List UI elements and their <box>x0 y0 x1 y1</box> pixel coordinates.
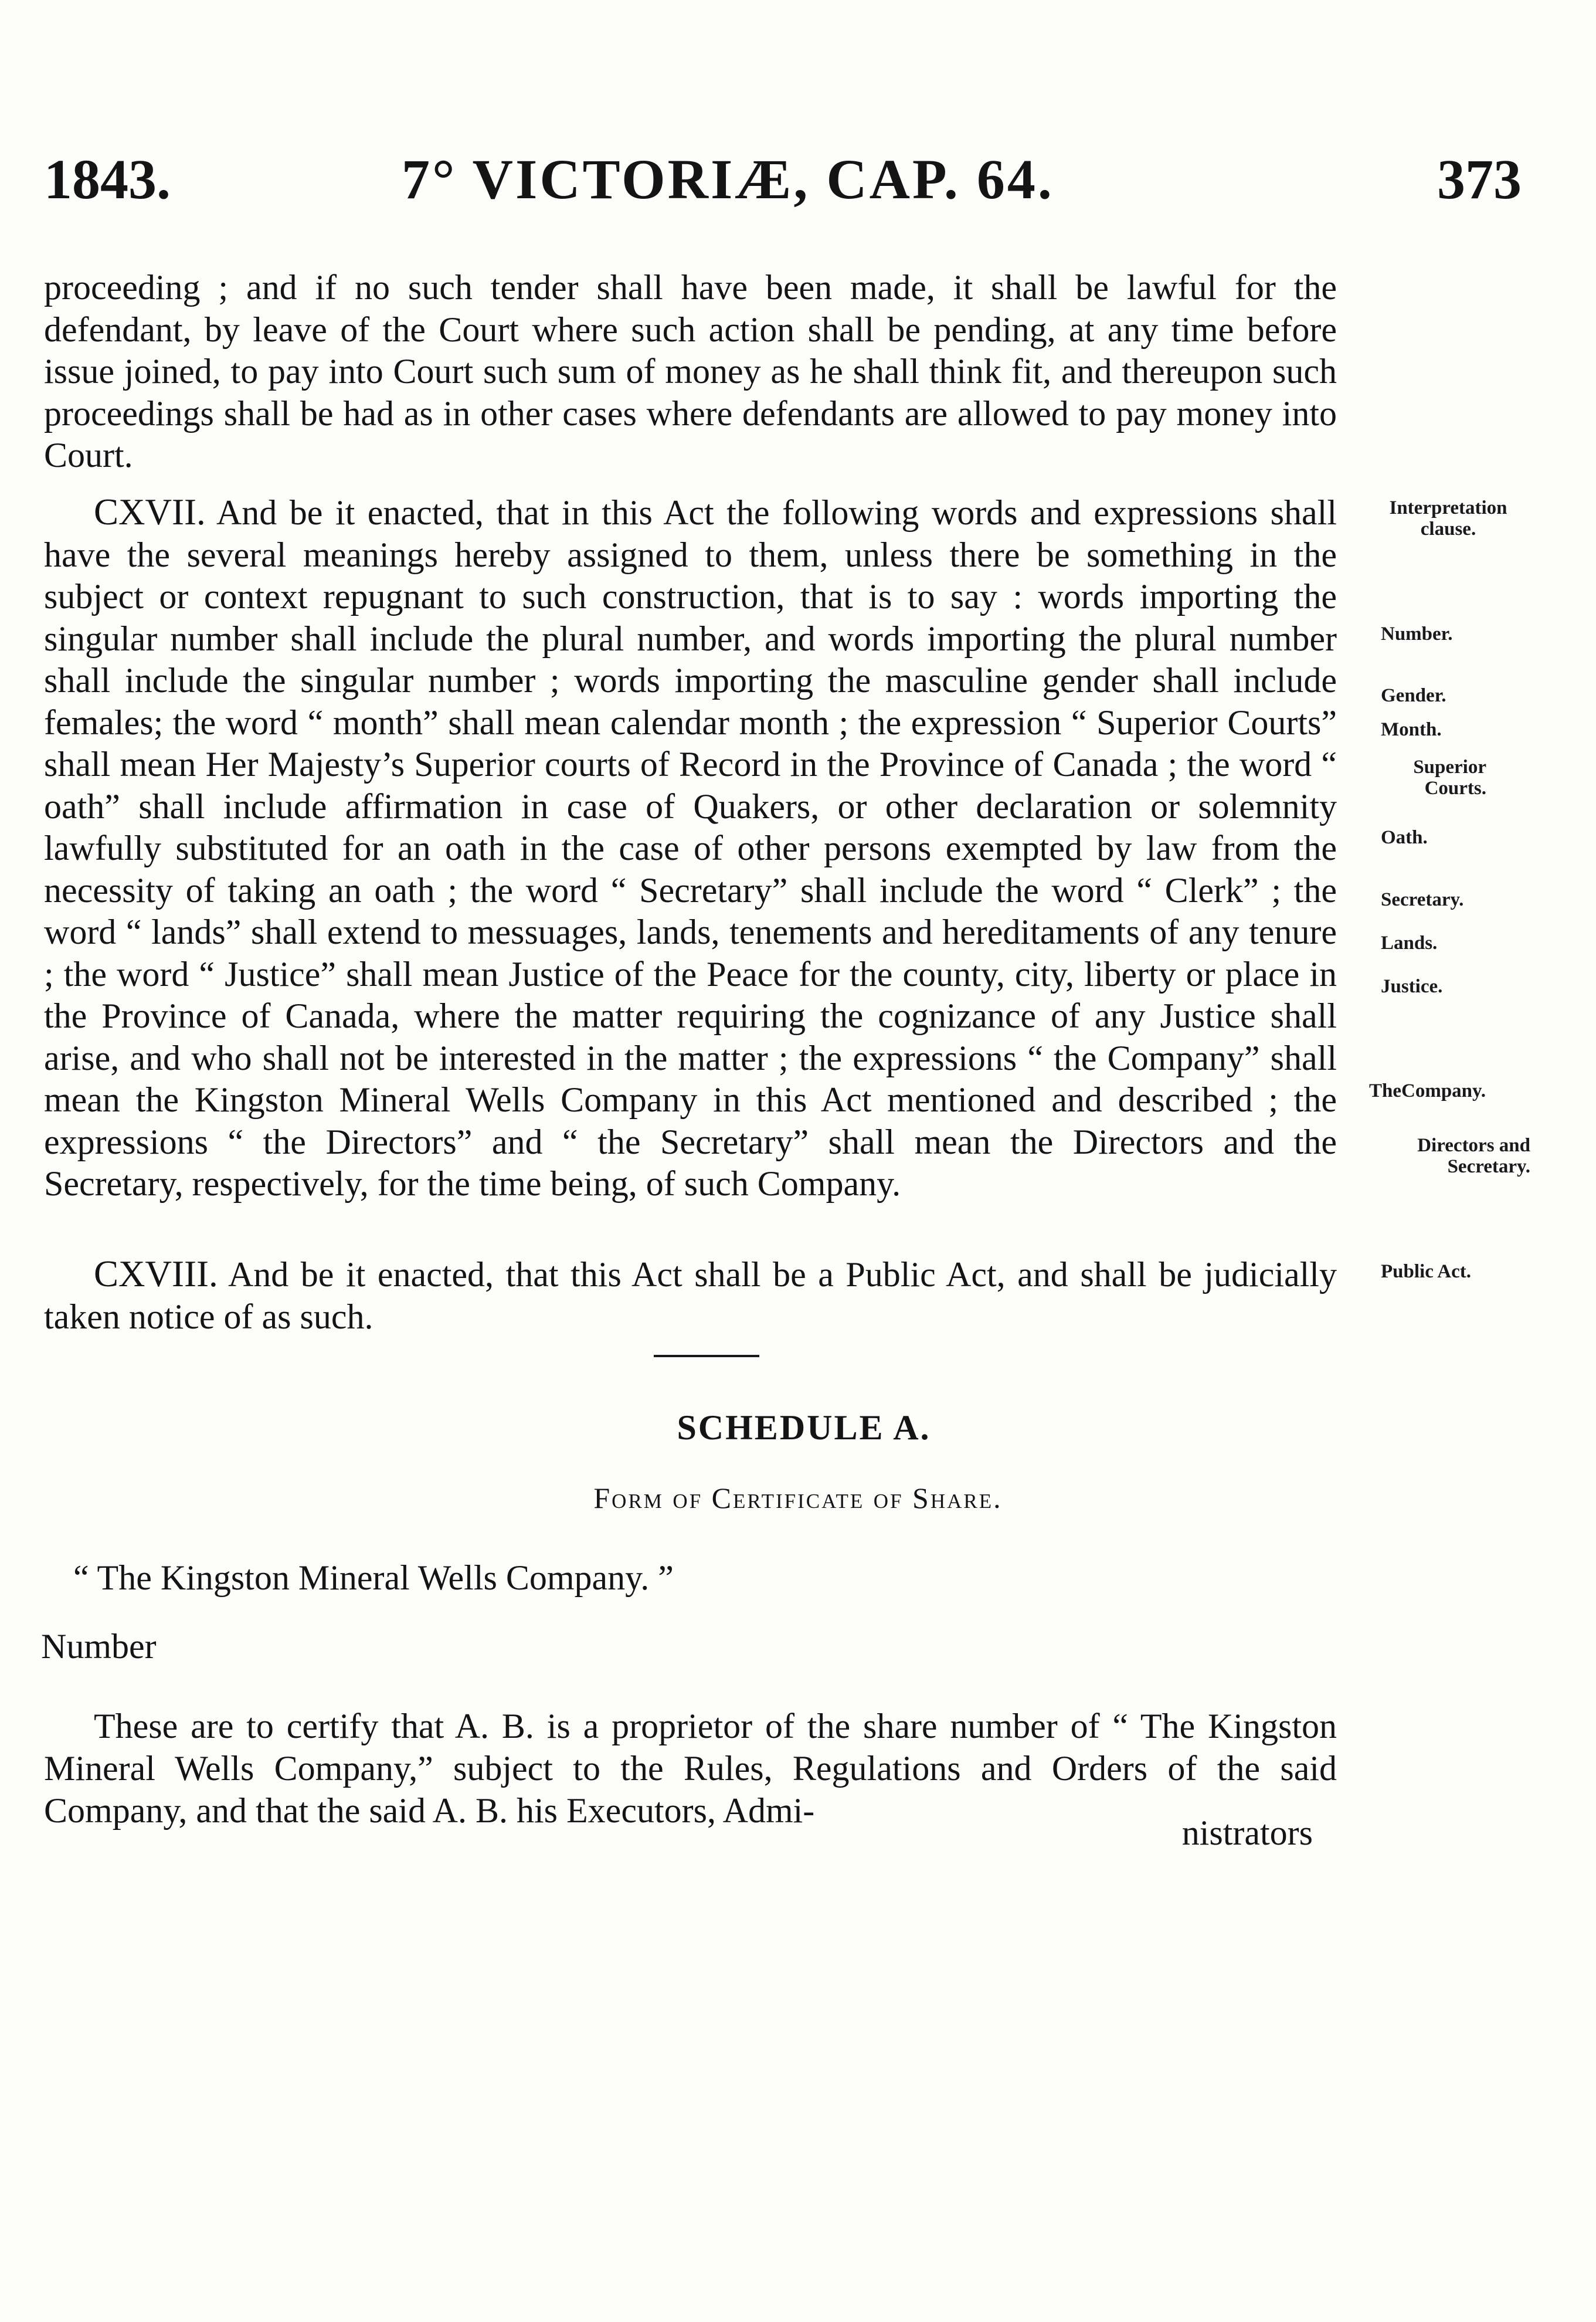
continuation-text: proceeding ; and if no such tender shall have been made, it shall be lawful for the defendant, by leave of the Court where such action shall be pending, at any time before issue joined, to pay into Court such sum of money as he shall think fit, and thereupon such proceedings shall be had as in other cases where defendants are allowed to pay money into Court. <box>44 268 1337 474</box>
company-name-line: “ The Kingston Mineral Wells Company. ” <box>73 1558 674 1597</box>
number-label: Number <box>41 1627 157 1666</box>
section-118-number: CXVIII. <box>94 1253 218 1294</box>
section-118-text: And be it enacted, that this Act shall be a Public Act, and shall be judicially taken notice of as such. <box>44 1255 1337 1336</box>
margin-note-number: Number. <box>1381 623 1453 645</box>
margin-note-oath: Oath. <box>1381 827 1428 848</box>
section-118 <box>44 1253 1337 1338</box>
form-title: Form of Certificate of Share. <box>593 1482 1003 1514</box>
margin-note-interpretation: Interpretation clause. <box>1389 497 1507 540</box>
margin-note-gender: Gender. <box>1381 685 1446 706</box>
continuation-paragraph <box>44 267 1337 477</box>
margin-note-secretary: Secretary. <box>1381 889 1464 910</box>
section-divider-rule <box>654 1355 759 1357</box>
section-117-number: CXVII. <box>94 491 206 533</box>
header-regnal-title: 7° VICTORIÆ, CAP. 64. <box>402 148 1054 211</box>
margin-note-lands: Lands. <box>1381 933 1438 954</box>
header-year: 1843. <box>44 148 171 211</box>
running-header <box>44 147 1522 211</box>
margin-note-company: TheCompany. <box>1369 1080 1486 1101</box>
catchword: nistrators <box>1181 1813 1313 1852</box>
margin-note-month: Month. <box>1381 719 1442 740</box>
margin-note-directors: Directors and Secretary. <box>1417 1135 1530 1177</box>
schedule-title: SCHEDULE A. <box>677 1408 931 1447</box>
certificate-text <box>44 1705 1337 1832</box>
margin-note-superior-courts: Superior Courts. <box>1413 757 1486 799</box>
section-117-text: And be it enacted, that in this Act the following words and expressions shall have the several meanings hereby assigned to them, unless there be something in the subject or context repugnant to such construction, that is to say : words importing the singular number shall include the plural number, and words importing the plural number shall include the singular number ; words importing the masculine gender shall include females; the word “ month” shall mean calendar month ; the expression “ Superior Courts” shall mean Her Majesty’s Superior courts of Record in the Province of Canada ; the word “ oath” shall include affirmation in case of Quakers, or other declaration or solemnity lawfully substituted for an oath in the case of other persons exempted by law from the necessity of taking an oath ; the word “ Secretary” shall include the word “ Clerk” ; the word “ lands” shall extend to messuages, lands, tenements and hereditaments of any tenure ; the word “ Justice” shall mean Justice of the Peace for the county, city, liberty or place in the Province of Canada, where the matter requiring the cognizance of any Justice shall arise, and who shall not be interested in the matter ; the expressions “ the Company” shall mean the Kingston Mineral Wells Company in this Act mentioned and described ; the expressions “ the Directors” and “ the Secretary” shall mean the Directors and the Secretary, respectively, for the time being, of such Company. <box>44 493 1337 1203</box>
certificate-body: These are to certify that A. B. is a proprietor of the share number of “ The Kingston Mineral Wells Company,” subject to the Rules, Regulations and Orders of the said Company, and that the said A. B. his Executors, Admi- <box>44 1707 1337 1830</box>
section-117 <box>44 491 1337 1205</box>
margin-note-public-act: Public Act. <box>1381 1261 1471 1282</box>
margin-note-justice: Justice. <box>1381 976 1443 997</box>
page-number: 373 <box>1437 148 1522 211</box>
